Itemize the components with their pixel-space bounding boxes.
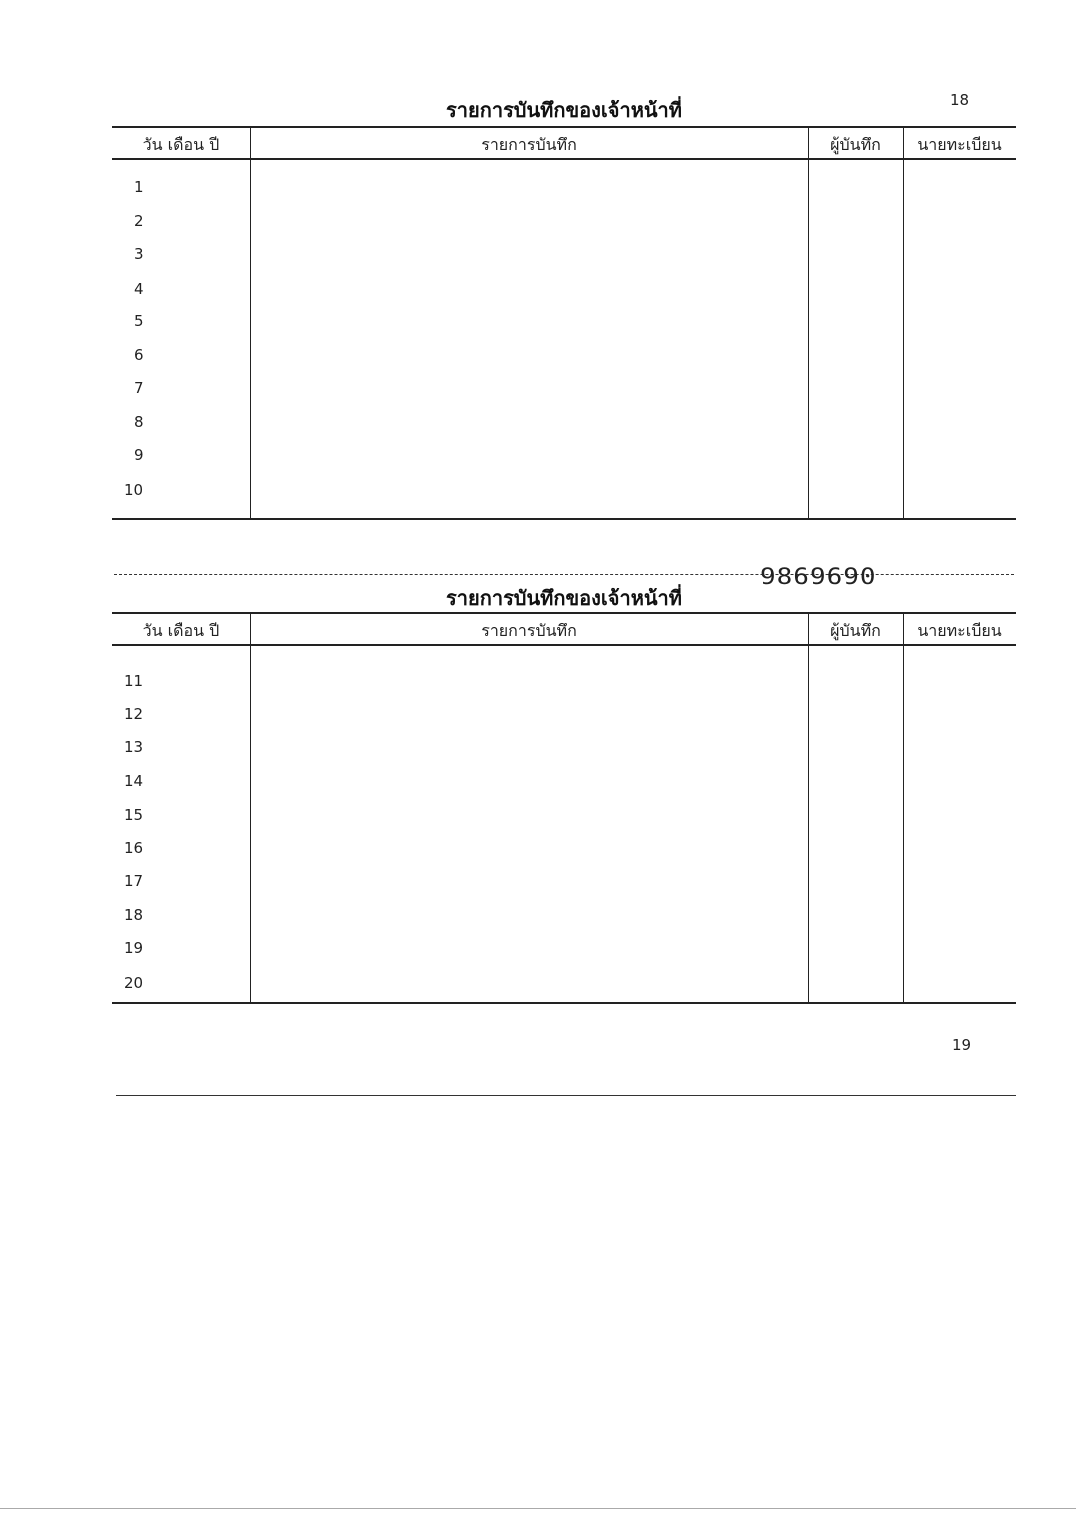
table-row: 2 — [134, 212, 144, 230]
table-row: 5 — [134, 312, 144, 330]
table-header-row — [112, 612, 1016, 646]
table-row: 12 — [124, 705, 144, 723]
table-row: 8 — [134, 413, 144, 431]
header-recorder: ผู้บันทึก — [830, 135, 881, 154]
table-row: 17 — [124, 872, 144, 890]
bottom-rule — [116, 1095, 1016, 1096]
table-row: 14 — [124, 772, 144, 790]
register-section-2 — [112, 580, 1016, 1008]
table-row: 18 — [124, 906, 144, 924]
header-recorder: ผู้บันทึก — [830, 621, 881, 640]
header-date: วัน เดือน ปี — [142, 135, 220, 154]
section-title: รายการบันทึกของเจ้าหน้าที่ — [446, 586, 682, 610]
table-row: 4 — [134, 280, 144, 298]
table-body — [112, 646, 1016, 1004]
header-entry: รายการบันทึก — [481, 135, 577, 154]
table-row: 20 — [124, 974, 144, 992]
table-row: 13 — [124, 738, 144, 756]
register-table-2 — [112, 612, 1016, 1006]
header-date: วัน เดือน ปี — [142, 621, 220, 640]
table-header-row — [112, 126, 1016, 160]
scan-edge-line — [0, 1508, 1076, 1509]
table-row: 1 — [134, 178, 144, 196]
page-number-bottom: 19 — [952, 1036, 972, 1054]
header-entry: รายการบันทึก — [481, 621, 577, 640]
section-title: รายการบันทึกของเจ้าหน้าที่ — [446, 98, 682, 122]
dashed-separator — [114, 574, 1014, 575]
table-row: 11 — [124, 672, 144, 690]
table-row: 3 — [134, 245, 144, 263]
page-number-top: 18 — [950, 91, 970, 109]
table-row: 7 — [134, 379, 144, 397]
header-registrar: นายทะเบียน — [917, 135, 1002, 154]
table-row: 19 — [124, 939, 144, 957]
table-row: 16 — [124, 839, 144, 857]
table-row: 15 — [124, 806, 144, 824]
stamp-number: 9869690 — [760, 564, 877, 590]
table-row: 9 — [134, 446, 144, 464]
register-section-1 — [112, 92, 1016, 524]
table-row: 10 — [124, 481, 144, 499]
table-row: 6 — [134, 346, 144, 364]
header-registrar: นายทะเบียน — [917, 621, 1002, 640]
register-table-1 — [112, 126, 1016, 522]
table-body — [112, 160, 1016, 520]
